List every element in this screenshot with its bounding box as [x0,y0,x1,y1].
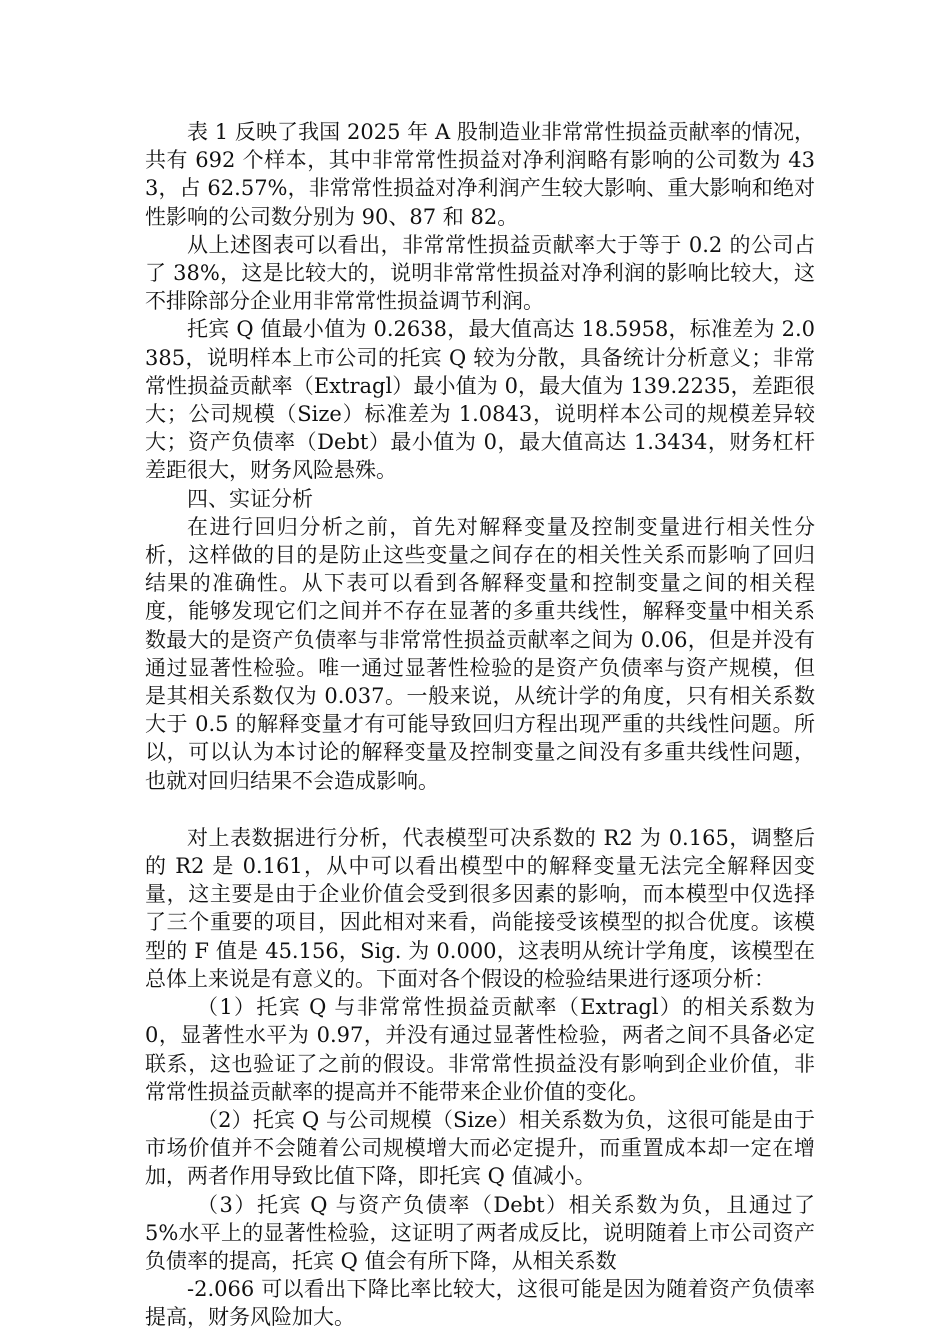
section-heading-empirical-analysis: 四、实证分析 [187,486,313,511]
paragraph-hypothesis-3-continued: -2.066 可以看出下降比率比较大，这很可能是因为随着资产负债率提高，财务风险加大。 [145,1277,815,1330]
paragraph-regression-analysis: 对上表数据进行分析，代表模型可决系数的 R2 为 0.165，调整后的 R2 是 0.161，从中可以看出模型中的解释变量无法完全解释因变量，这主要是由于企业价值会受到很多因素的影响，而本模型中仅选择了三个重要的项目，因此相对来看，尚能接受该模型的拟合优度。该模型的 F 值是 45.156，Sig. 为 0.000，这表明从统计学角度，该模型在总体上来说是有意义的。下面对各个假设的检验结果进行逐项分析： [145,825,815,991]
paragraph-hypothesis-1: （1）托宾 Q 与非常常性损益贡献率（Extragl）的相关系数为 0，显著性水平为 0.97，并没有通过显著性检验，两者之间不具备必定联系，这也验证了之前的假设。非常常性损益没有影响到企业价值，非常常性损益贡献率的提高并不能带来企业价值的变化。 [145,995,815,1104]
paragraph-correlation-analysis: 在进行回归分析之前，首先对解释变量及控制变量进行相关性分析，这样做的目的是防止这些变量之间存在的相关性关系而影响了回归结果的准确性。从下表可以看到各解释变量和控制变量之间的相关程度，能够发现它们之间并不存在显著的多重共线性，解释变量中相关系数最大的是资产负债率与非常常性损益贡献率之间为 0.06，但是并没有通过显著性检验。唯一通过显著性检验的是资产负债率与资产规模，但是其相关系数仅为 0.037。一般来说，从统计学的角度，只有相关系数大于 0.5 的解释变量才有可能导致回归方程出现严重的共线性问题。所以，可以认为本讨论的解释变量及控制变量之间没有多重共线性问题，也就对回归结果不会造成影响。 [145,514,815,793]
document-body [145,118,815,1332]
blank-line [145,795,815,824]
paragraph-extragl-distribution: 表 1 反映了我国 2025 年 A 股制造业非常常性损益贡献率的情况，共有 692 个样本，其中非常常性损益对净利润略有影响的公司数为 433，占 62.57%，非常常性损益对净利润产生较大影响、重大影响和绝对性影响的公司数分别为 90、87 和 82。 [145,120,815,229]
paragraph-hypothesis-3: （3）托宾 Q 与资产负债率（Debt）相关系数为负，且通过了 5%水平上的显著性检验，这证明了两者成反比，说明随着上市公司资产负债率的提高，托宾 Q 值会有所下降，从相关系数 [145,1192,815,1273]
paragraph-hypothesis-2: （2）托宾 Q 与公司规模（Size）相关系数为负，这很可能是由于市场价值并不会随着公司规模增大而必定提升，而重置成本却一定在增加，两者作用导致比值下降，即托宾 Q 值减小。 [145,1107,815,1189]
paragraph-chart-observation: 从上述图表可以看出，非常常性损益贡献率大于等于 0.2 的公司占了 38%，这是比较大的，说明非常常性损益对净利润的影响比较大，这不排除部分企业用非常常性损益调节利润。 [145,232,815,314]
paragraph-descriptive-statistics: 托宾 Q 值最小值为 0.2638，最大值高达 18.5958，标准差为 2.0385，说明样本上市公司的托宾 Q 较为分散，具备统计分析意义；非常常性损益贡献率（Extragl）最小值为 0，最大值为 139.2235，差距很大；公司规模（Size）标准差为 1.0843，说明样本公司的规模差异较大；资产负债率（Debt）最小值为 0，最大值高达 1.3434，财务杠杆差距很大，财务风险悬殊。 [145,317,815,483]
